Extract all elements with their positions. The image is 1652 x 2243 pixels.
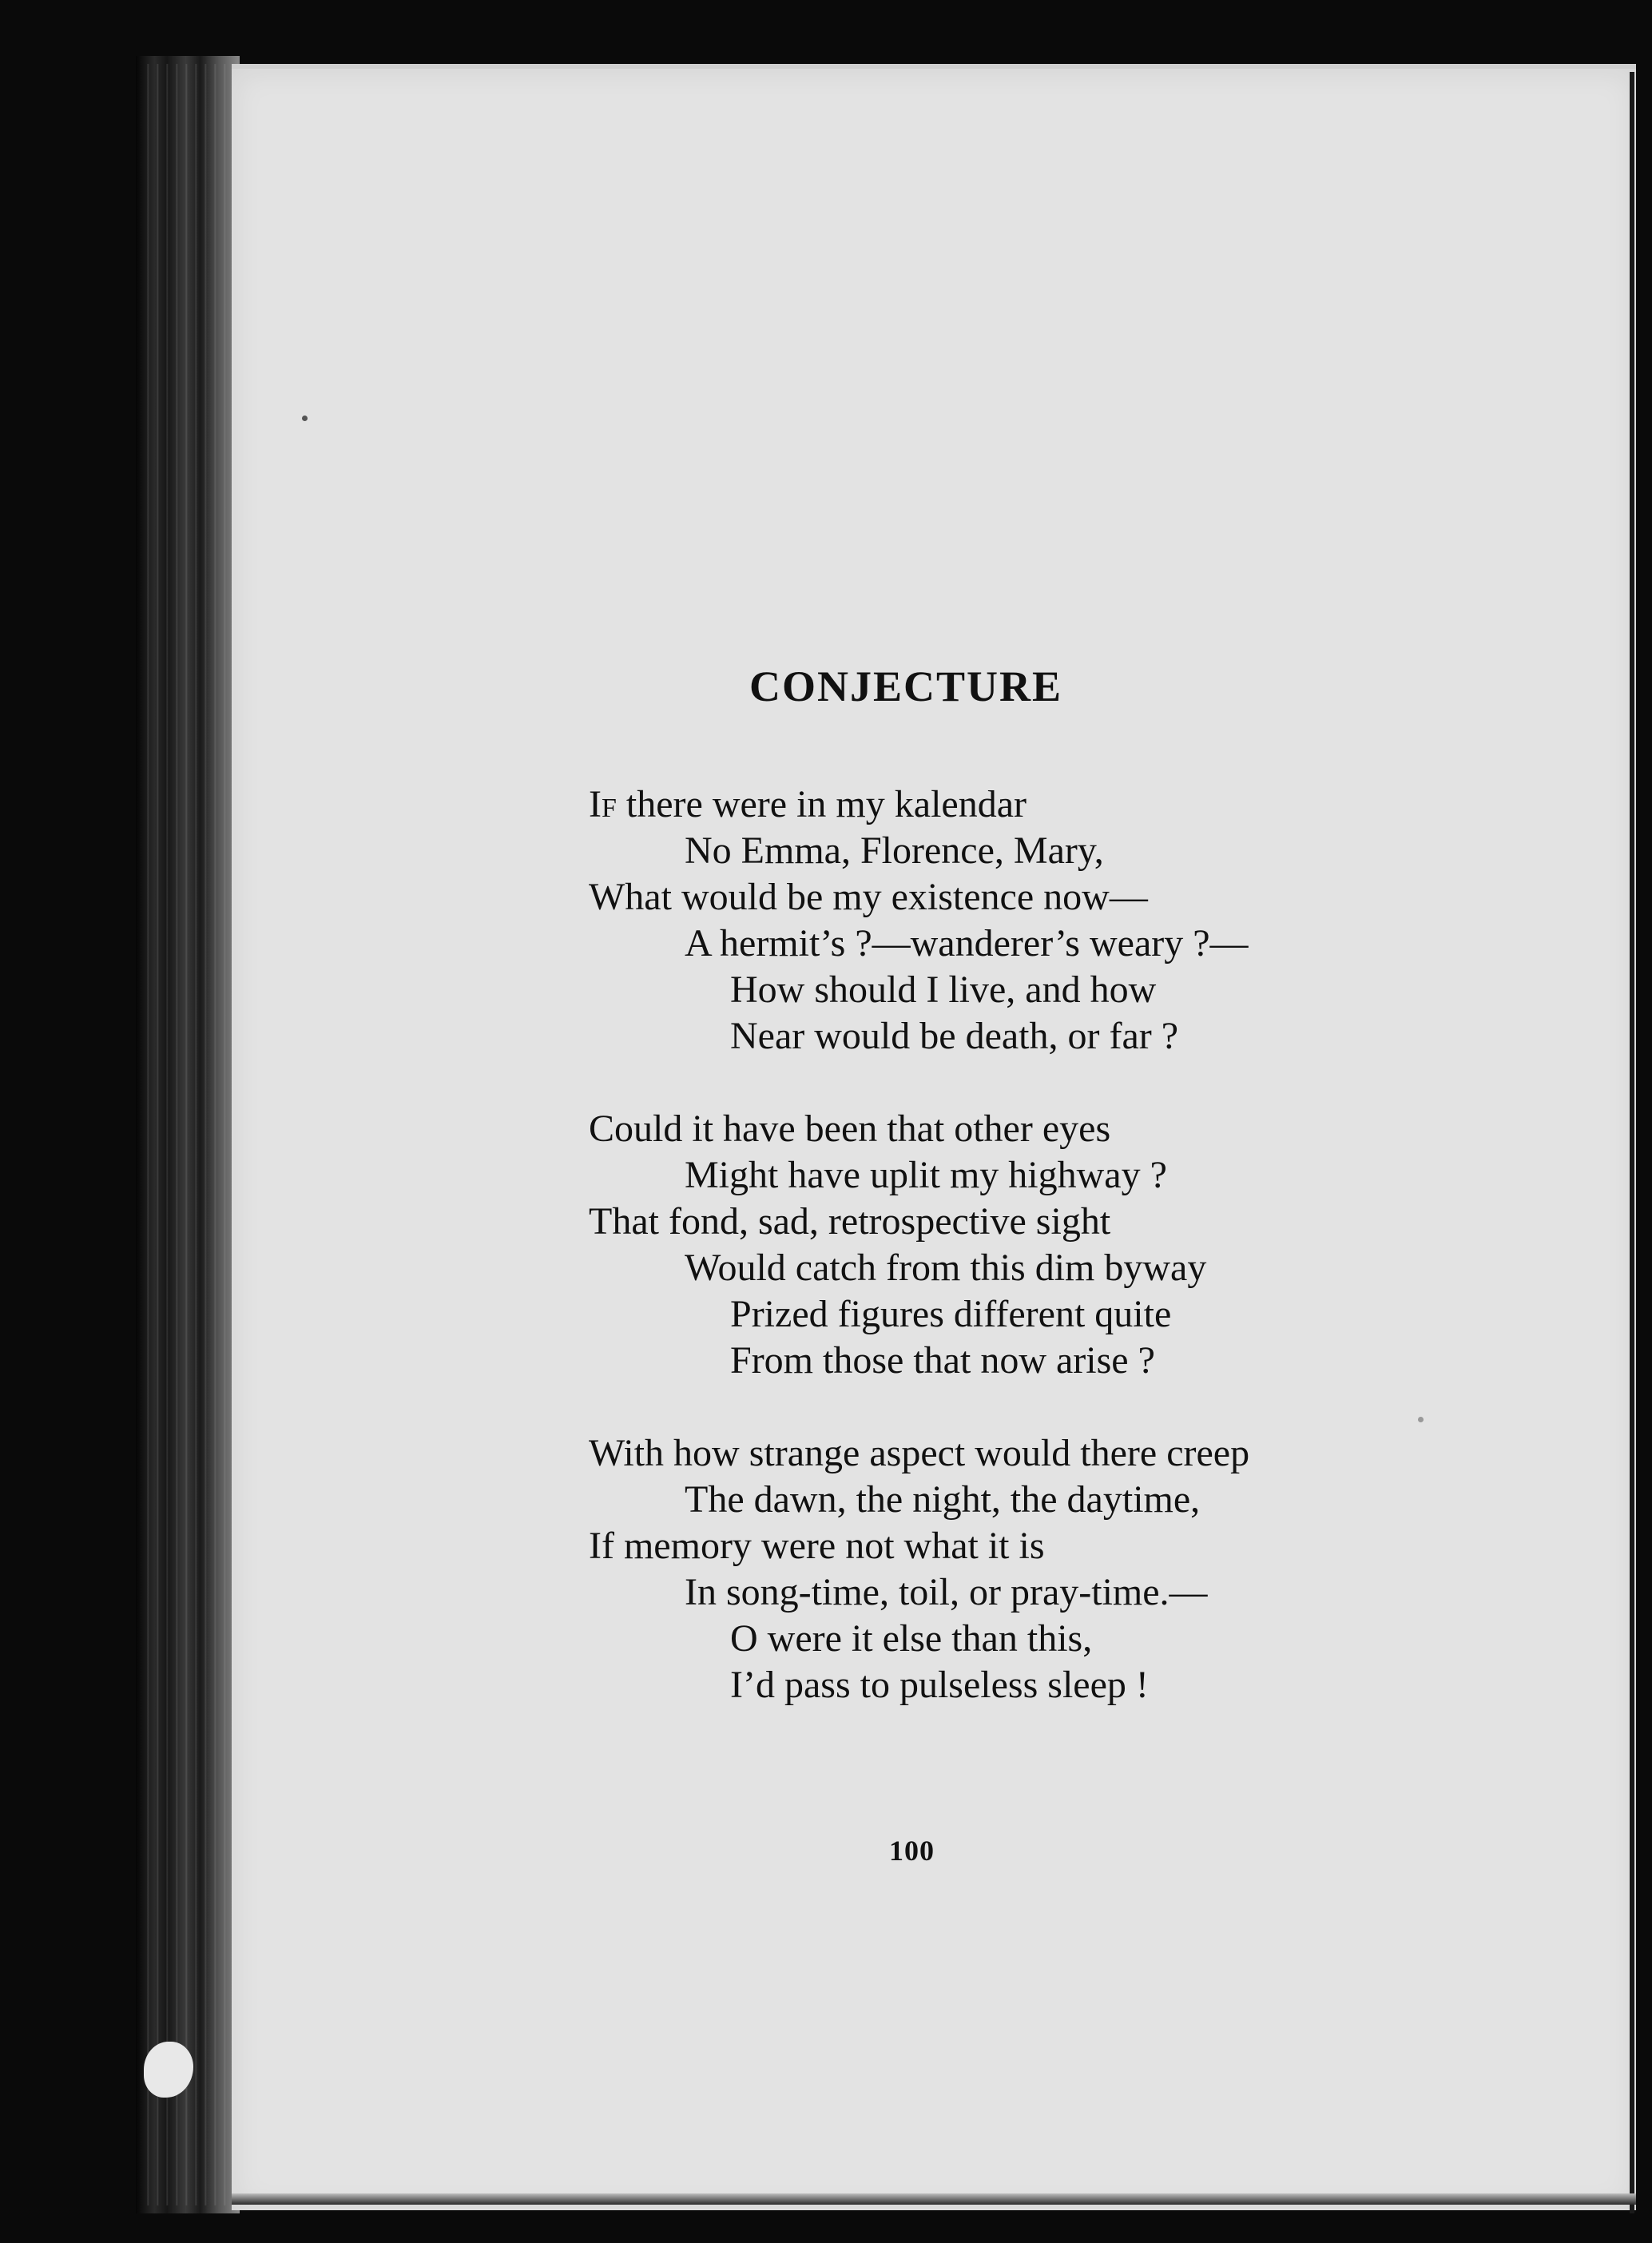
poem-line: If memory were not what it is — [589, 1525, 1045, 1567]
poem-line: Near would be death, or far ? — [730, 1015, 1179, 1057]
poem-line: What would be my existence now— — [589, 876, 1148, 918]
poem-line: That fond, sad, retrospective sight — [589, 1200, 1111, 1243]
poem-line: In song-time, toil, or pray-time.— — [685, 1571, 1208, 1613]
poem-line: No Emma, Florence, Mary, — [685, 829, 1104, 872]
poem-line: With how strange aspect would there creep — [589, 1432, 1250, 1474]
poem-line: Would catch from this dim byway — [685, 1247, 1207, 1289]
poem-line: Prized figures different quite — [730, 1293, 1172, 1335]
poem-line — [589, 781, 1249, 828]
speck — [302, 416, 308, 421]
poem-line: The dawn, the night, the daytime, — [685, 1478, 1201, 1521]
poem-line: From those that now arise ? — [730, 1339, 1155, 1382]
poem-line: O were it else than this, — [730, 1617, 1093, 1660]
poem-line: Could it have been that other eyes — [589, 1108, 1111, 1150]
page-number: 100 — [889, 1835, 935, 1867]
poem-line: I’d pass to pulseless sleep ! — [730, 1664, 1149, 1706]
stanza-1 — [589, 781, 1249, 1060]
stanza-2 — [589, 1106, 1249, 1384]
poem-title: CONJECTURE — [749, 662, 1063, 710]
poem-line: Might have uplit my highway ? — [685, 1154, 1167, 1196]
drop-initial: If — [589, 783, 617, 825]
gutter-texture — [140, 64, 236, 2205]
line-text: there were in my kalendar — [616, 783, 1027, 825]
poem-line: A hermit’s ?—wanderer’s weary ?— — [685, 922, 1249, 964]
page-bottom-edge — [232, 2193, 1636, 2205]
poem-body — [589, 781, 1249, 1755]
page-right-edge — [1630, 72, 1634, 2213]
speck — [1418, 1417, 1424, 1422]
poem-line: How should I live, and how — [730, 968, 1157, 1011]
stanza-3 — [589, 1430, 1249, 1708]
